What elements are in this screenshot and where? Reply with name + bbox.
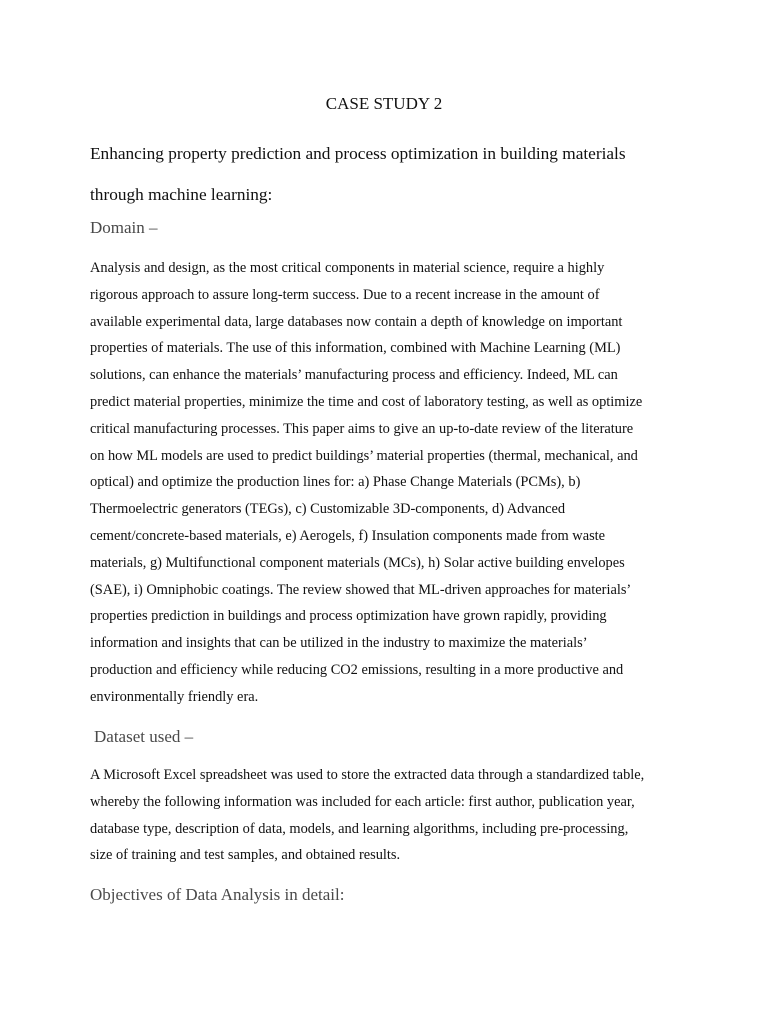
paragraph-line: information and insights that can be utilized in the industry to maximize the materials’ bbox=[90, 635, 588, 652]
main-heading-line: Enhancing property prediction and process optimization in building materials bbox=[90, 144, 626, 163]
dataset-heading: Dataset used – bbox=[94, 727, 194, 746]
paragraph-line: production and efficiency while reducing CO2 emissions, resulting in a more productive and bbox=[90, 661, 624, 678]
domain-paragraph bbox=[90, 255, 690, 711]
paragraph-line: database type, description of data, models, and learning algorithms, including pre-processing, bbox=[90, 820, 629, 837]
paragraph-line: critical manufacturing processes. This paper aims to give an up-to-date review of the literature bbox=[90, 420, 634, 437]
paragraph-line: materials, g) Multifunctional component materials (MCs), h) Solar active building envelopes bbox=[90, 554, 625, 571]
paragraph-line: on how ML models are used to predict buildings’ material properties (thermal, mechanical, and bbox=[90, 447, 638, 464]
paragraph-line: solutions, can enhance the materials’ manufacturing process and efficiency. Indeed, ML can bbox=[90, 367, 618, 384]
paragraph-line: Analysis and design, as the most critical components in material science, require a highly bbox=[90, 260, 605, 276]
paragraph-line: A Microsoft Excel spreadsheet was used to store the extracted data through a standardized table, bbox=[90, 767, 645, 783]
paragraph-line: (SAE), i) Omniphobic coatings. The review showed that ML-driven approaches for materials’ bbox=[90, 581, 632, 598]
objectives-heading: Objectives of Data Analysis in detail: bbox=[90, 885, 345, 904]
paragraph-line: available experimental data, large databases now contain a depth of knowledge on important bbox=[90, 313, 623, 330]
paragraph-line: whereby the following information was included for each article: first author, publication year, bbox=[90, 793, 635, 810]
main-heading bbox=[90, 133, 690, 215]
paragraph-line: environmentally friendly era. bbox=[90, 688, 259, 705]
paragraph-line: Thermoelectric generators (TEGs), c) Customizable 3D-components, d) Advanced bbox=[90, 501, 566, 518]
dataset-paragraph bbox=[90, 762, 690, 869]
domain-heading: Domain – bbox=[90, 218, 158, 237]
paragraph-line: optical) and optimize the production lines for: a) Phase Change Materials (PCMs), b) bbox=[90, 474, 581, 491]
paragraph-line: properties prediction in buildings and process optimization have grown rapidly, providing bbox=[90, 608, 607, 625]
paragraph-line: rigorous approach to assure long-term success. Due to a recent increase in the amount of bbox=[90, 286, 600, 303]
page-title: CASE STUDY 2 bbox=[325, 94, 443, 113]
paragraph-line: size of training and test samples, and obtained results. bbox=[90, 847, 401, 864]
main-heading-line: through machine learning: bbox=[90, 185, 273, 204]
paragraph-line: predict material properties, minimize the time and cost of laboratory testing, as well as optimize bbox=[90, 393, 643, 410]
paragraph-line: properties of materials. The use of this information, combined with Machine Learning (ML) bbox=[90, 340, 621, 357]
paragraph-line: cement/concrete-based materials, e) Aerogels, f) Insulation components made from waste bbox=[90, 527, 606, 544]
